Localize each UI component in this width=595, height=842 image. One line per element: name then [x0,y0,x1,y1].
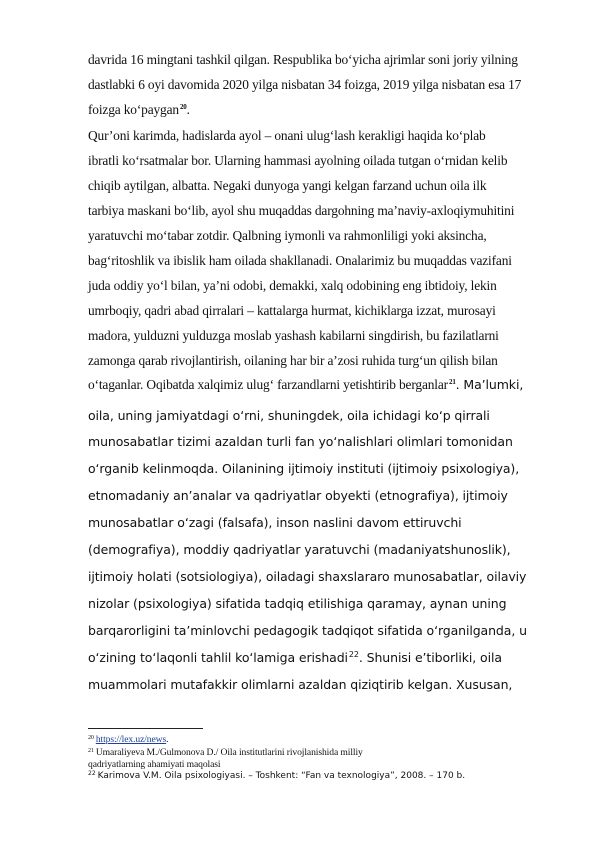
body-line-21: ijtimoiy holati (sotsiologiya), oiladagi shaxslararo munosabatlar, oilaviy [88,569,527,584]
body-line-8: yaratuvchi mo‘tabar zotdir. Qalbning iymonli va rahmonliligi yoki aksincha, [88,228,487,243]
footnote-21 [88,747,363,758]
footnote-22-number: 22 [88,770,96,777]
body-line-25: muammolari mutafakkir olimlarni azaldan qiziqtirib kelgan. Xususan, [88,677,513,692]
period: . [186,102,190,117]
body-line-2: dastlabki 6 oyi davomida 2020 yilga nisbatan 34 foizga, 2019 yilga nisbatan esa 17 [88,77,522,92]
body-line-24 [88,650,502,665]
body-line-14 [88,377,523,393]
body-line-5: ibratli ko‘rsatmalar bor. Ularning hammasi ayolning oilada tutgan o‘rnidan kelib [88,153,508,168]
body-line-12: madora, yulduzni yulduzga moslab yashash kabilarni singdirish, bu fazilatlarni [88,328,499,343]
footnote-20-link[interactable]: https://lex.uz/news [95,734,167,745]
footnote-ref-22[interactable]: 22 [348,650,359,659]
body-line-15: oila, uning jamiyatdagi o‘rni, shuningdek, oila ichidagi ko‘p qirrali [88,408,490,423]
body-line-24-tail: . Shunisi e’tiborliki, oila [358,650,502,665]
footnote-22 [88,771,465,781]
footnote-22-text: Karimova V.M. Oila psixologiyasi. – Toshkent: “Fan va texnologiya”, 2008. – 170 b. [97,771,466,781]
body-line-6: chiqib aytilgan, albatta. Negaki dunyoga yangi kelgan farzand uchun oila ilk [88,178,487,193]
body-line-22: nizolar (psixologiya) sifatida tadqiq etilishiga qaramay, aynan uning [88,596,507,611]
footnote-20-number: 20 [88,735,94,741]
footnote-21-continued: qadriyatlarning ahamiyati maqolasi [88,759,221,770]
body-line-1: davrida 16 mingtani tashkil qilgan. Respublika bo‘yicha ajrimlar soni joriy yilning [88,52,518,67]
footnote-ref-20[interactable]: 20 [179,103,187,111]
footnote-21-number: 21 [88,748,94,754]
footnote-ref-21[interactable]: 21 [448,378,456,386]
body-line-24-text: o‘zining to‘laqonli tahlil ko‘lamiga erishadi [88,650,348,665]
body-line-16: munosabatlar tizimi azaldan turli fan yo‘nalishlari olimlari tomonidan [88,434,513,449]
body-line-4: Qur’oni karimda, hadislarda ayol – onani ulug‘lash kerakligi haqida ko‘plab [88,128,486,143]
body-line-10: juda oddiy yo‘l bilan, ya’ni odobi, demakki, xalq odobining eng ibtidoiy, lekin [88,278,497,293]
body-line-13: zamonga qarab rivojlantirish, oilaning har bir a’zosi ruhida turg‘un qilish bilan [88,353,498,368]
body-line-9: bag‘ritoshlik va ibislik ham oilada shakllanadi. Onalarimiz bu muqaddas vazifani [88,253,512,268]
footnote-separator [88,728,203,729]
footnote-20 [88,734,168,745]
body-line-18: etnomadaniy an’analar va qadriyatlar obyekti (etnografiya), ijtimoiy [88,488,508,503]
body-line-20: (demografiya), moddiy qadriyatlar yaratuvchi (madaniyatshunoslik), [88,542,511,557]
body-line-7: tarbiya maskani bo‘lib, ayol shu muqaddas dargohning ma’naviy-axloqiymuhitini [88,203,515,218]
body-line-19: munosabatlar o‘zagi (falsafa), inson naslini davom ettiruvchi [88,515,462,530]
footnote-20-tail: . [166,734,169,745]
body-line-17: o‘rganib kelinmoqda. Oilanining ijtimoiy instituti (ijtimoiy psixologiya), [88,461,520,476]
body-line-23: barqarorligini ta’minlovchi pedagogik tadqiqot sifatida o‘rganilganda, u [88,623,527,638]
body-line-14-text: o‘taganlar. Oqibatda xalqimiz ulug‘ farzandlarni yetishtirib berganlar [88,377,448,392]
body-line-3 [88,102,190,118]
body-line-14-tail: . Ma’lumki, [455,377,524,392]
body-line-11: umrboqiy, qadri abad qirralari – kattalarga hurmat, kichiklarga izzat, murosayi [88,303,496,318]
body-line-3-text: foizga ko‘paygan [88,102,179,117]
footnote-21-line-1: Umaraliyeva M./Gulmonova D./ Oila institutlarini rivojlanishida milliy [95,747,363,758]
